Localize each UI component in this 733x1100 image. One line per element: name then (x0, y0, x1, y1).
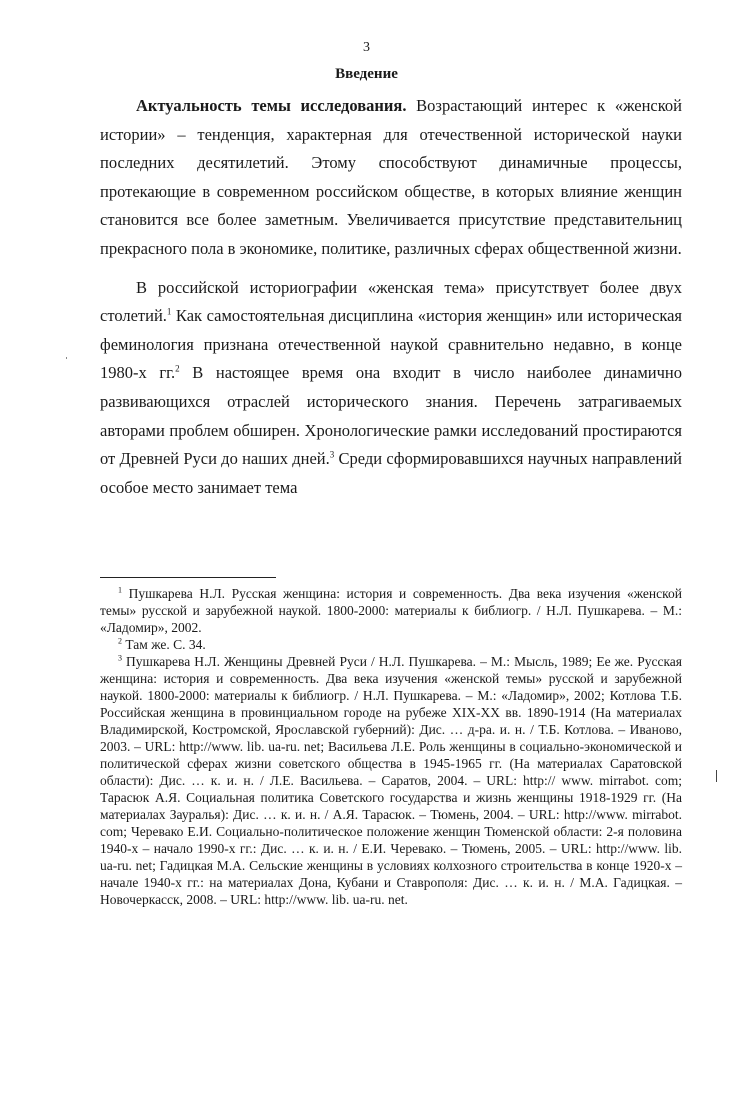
paragraph-text: Как самостоятельная дисциплина «история женщин» или историческая феминология признана отечественной наукой сравнительно недавно, в конце 1980-х гг. (100, 306, 682, 383)
scan-artifact-dot (66, 357, 67, 359)
footnote-3 (100, 653, 682, 908)
footnote-ref-2: 2 (175, 363, 180, 374)
paragraph-text: В российской историографии «женская тема» присутствует более двух столетий. (100, 277, 682, 326)
paragraph-historiography (100, 274, 682, 503)
footnote-2 (100, 636, 682, 653)
footnote-ref-3: 3 (329, 449, 335, 460)
footnote-number: 3 (118, 653, 122, 663)
footnote-number: 1 (118, 585, 122, 595)
section-heading: Введение (335, 66, 398, 82)
paragraph-text: Возрастающий интерес к «женской истории» – тенденция, характерная для отечественной исторической науки последних десятилетий. Этому способствуют динамичные процессы, протекающие в современном российском обществе, в которых влияние женщин становится все более заметным. Увеличивается присутствие представительниц прекрасного пола в экономике, политике, различных сферах общественной жизни. (100, 96, 682, 258)
footnote-text: Пушкарева Н.Л. Женщины Древней Руси / Н.Л. Пушкарева. – М.: Мысль, 1989; Ее же. Русская женщина: история и современность. Два века изучения «женской темы» русской и зарубежной наукой. 1800-2000: материалы к библиогр. / Н.Л. Пушкарева. – М.: «Ладомир», 2002; Котлова Т.Б. Российская женщина в провинциальном городе на рубеже XIX-XX вв. 1890-1914 (На материалах Владимирской, Костромской, Ярославской губерний): Дис. … д-ра. и. н. / Т.Б. Котлова. – Иваново, 2003. – URL: http://www. lib. ua-ru. net; Васильева Л.Е. Роль женщины в социально-экономической и политической сферах жизни советского общества в 1945-1965 гг. (На материалах Саратовской области): Дис. … к. и. н. / Л.Е. Васильева. – Саратов, 2004. – URL: http:// www. mirrabot. com; Тарасюк А.Я. Социальная политика Советского государства и жизнь женщины 1918-1929 гг. (На материалах Зауралья): Дис. … к. и. н. / А.Я. Тарасюк. – Тюмень, 2004. – URL: http://www. mirrabot. com; Черевако Е.И. Социально-политическое положение женщин Тюменской области: 2-я половина 1940-х – начало 1990-х гг.: Дис. … к. и. н. / Е.И. Черевако. – Тюмень, 2005. – URL: http://www. lib. ua-ru. net; Гадицкая М.А. Сельские женщины в условиях колхозного строительства в конце 1920-х – начале 1940-х гг.: на материалах Дона, Кубани и Ставрополя: Дис. … к. и. н. / М.А. Гадицкая. – Новочеркасск, 2008. – URL: http://www. lib. ua-ru. net. (100, 654, 682, 907)
page-number: 3 (363, 40, 370, 55)
footnote-text: Пушкарева Н.Л. Русская женщина: история и современность. Два века изучения «женской темы» русской и зарубежной наукой. 1800-2000: материалы к библиогр. / Н.Л. Пушкарева. – М.: «Ладомир», 2002. (100, 586, 682, 635)
footnotes (100, 585, 682, 908)
footnote-number: 2 (118, 636, 122, 646)
body-text (100, 92, 682, 502)
paragraph-text: Среди сформировавшихся научных направлений особое место занимает тема (100, 449, 682, 497)
paragraph-relevance (100, 92, 682, 264)
footnote-text: Там же. С. 34. (122, 637, 206, 652)
scan-artifact-mark (716, 770, 717, 782)
paragraph-text: В настоящее время она входит в число наиболее динамично развивающихся отраслей исторического знания. Перечень затрагиваемых авторами проблем обширен. Хронологические рамки исследований простираются от Древней Руси до наших дней. (100, 363, 682, 469)
footnote-1 (100, 585, 682, 636)
footnote-ref-1: 1 (166, 306, 172, 317)
footnote-separator (100, 577, 276, 578)
paragraph-lead: Актуальность темы исследования. (136, 96, 407, 115)
